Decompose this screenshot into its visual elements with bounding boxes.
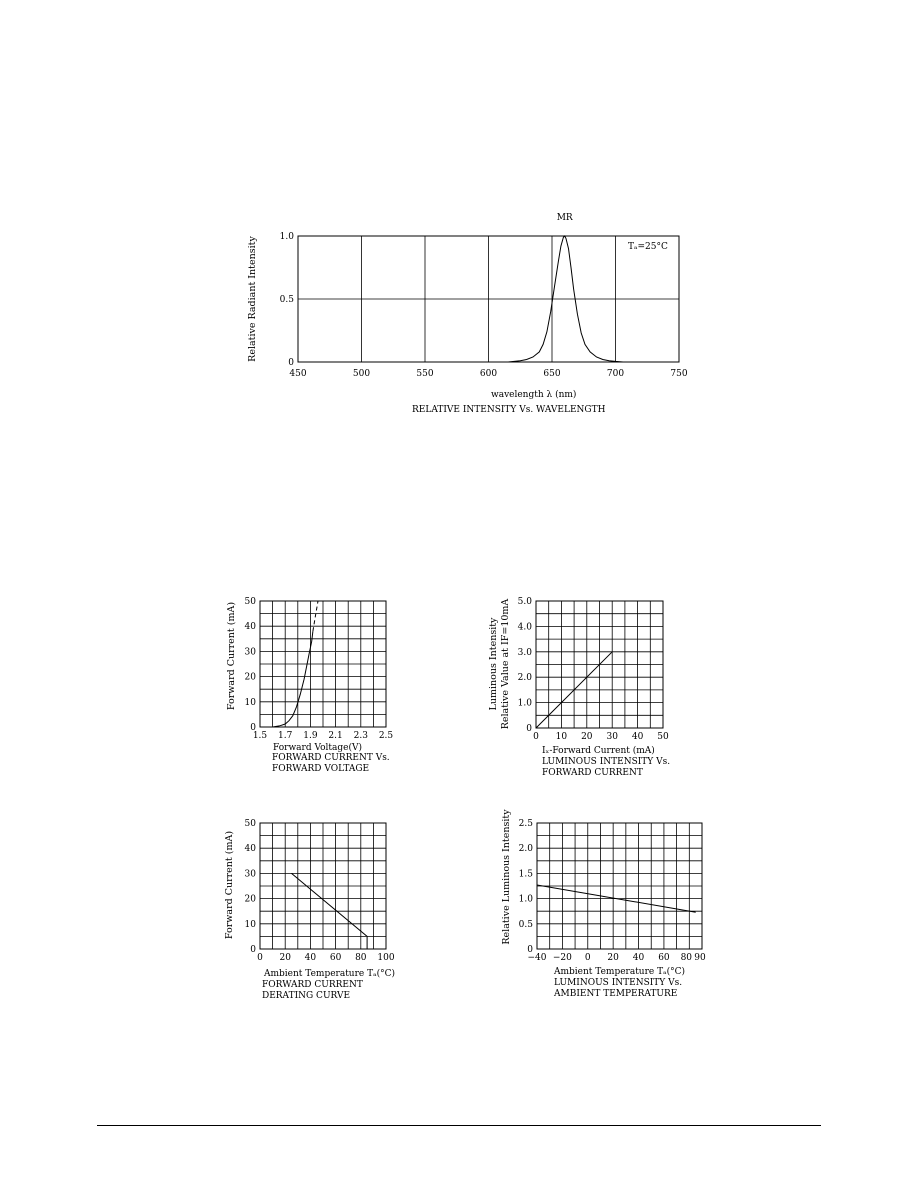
- x-tick-label: 50: [657, 732, 669, 742]
- chart-1: [247, 213, 688, 415]
- chart-caption: LUMINOUS INTENSITY Vs.: [542, 757, 671, 767]
- y-tick-label: 30: [244, 647, 256, 658]
- x-tick-label: 60: [329, 953, 342, 963]
- y-tick-label: 3.0: [517, 647, 532, 658]
- x-tick-label: 80: [680, 953, 693, 963]
- y-axis-label: Relative Value at IF=10mA: [500, 598, 511, 730]
- y-tick-label: 2.0: [517, 673, 532, 684]
- chart-caption: FORWARD CURRENT: [262, 980, 363, 990]
- y-axis-label: Luminous Intensity: [488, 617, 499, 711]
- y-tick-label: 0: [526, 724, 532, 734]
- x-tick-label: 2.3: [353, 731, 368, 741]
- y-tick-label: 0: [288, 358, 294, 368]
- chart-caption: DERATING CURVE: [262, 991, 351, 1001]
- y-axis-label: Forward Current (mA): [224, 830, 235, 940]
- temperature-annotation: Tₐ=25°C: [628, 242, 668, 252]
- y-tick-label: 0.5: [518, 919, 533, 930]
- chart-3: [488, 597, 670, 778]
- chart-4: [224, 819, 395, 1001]
- x-tick-label: 20: [607, 953, 619, 963]
- y-tick-label: 10: [244, 697, 256, 708]
- y-tick-label: 40: [244, 844, 256, 855]
- y-axis-label: Relative Luminous Intensity: [501, 809, 512, 945]
- x-tick-label: 40: [632, 953, 645, 963]
- series-line-2: [313, 601, 318, 631]
- y-axis-label: Relative Radiant Intensity: [247, 236, 258, 362]
- x-tick-label: 40: [304, 953, 317, 963]
- x-tick-label: 80: [355, 953, 367, 963]
- x-tick-label: 600: [479, 369, 498, 379]
- y-tick-label: 1.0: [279, 232, 294, 242]
- x-axis-label: Ambient Temperature Tₐ(°C): [264, 969, 395, 979]
- x-tick-label: −20: [552, 953, 572, 963]
- x-tick-label: 0: [584, 953, 591, 963]
- x-axis-label: wavelength λ (nm): [491, 390, 577, 400]
- chart-caption: FORWARD VOLTAGE: [272, 764, 370, 774]
- x-axis-label: Forward Voltage(V): [273, 743, 363, 753]
- x-tick-label: 100: [377, 953, 395, 963]
- x-tick-label: 30: [606, 732, 618, 742]
- chart-caption: RELATIVE INTENSITY Vs. WAVELENGTH: [412, 405, 606, 415]
- x-tick-label: 90: [694, 953, 706, 963]
- y-tick-label: 1.0: [518, 894, 533, 905]
- x-tick-label: 550: [416, 369, 434, 379]
- x-tick-label: 500: [352, 369, 371, 379]
- chart-5: [501, 809, 706, 999]
- x-axis-label: Ambient Temperature Tₐ(°C): [554, 967, 685, 977]
- x-tick-label: 750: [670, 369, 688, 379]
- y-tick-label: 1.0: [517, 698, 532, 709]
- x-tick-label: 0: [257, 953, 263, 963]
- x-tick-label: 700: [606, 369, 625, 379]
- y-tick-label: 40: [244, 622, 256, 633]
- x-tick-label: 60: [658, 953, 670, 963]
- x-tick-label: −40: [527, 953, 547, 963]
- x-tick-label: 2.5: [378, 731, 394, 741]
- y-tick-label: 4.0: [517, 622, 532, 633]
- x-axis-label: Iₓ-Forward Current (mA): [542, 746, 655, 756]
- y-tick-label: 20: [244, 672, 256, 683]
- y-tick-label: 10: [244, 919, 256, 930]
- y-tick-label: 0: [527, 945, 533, 955]
- x-tick-label: 1.7: [278, 731, 293, 741]
- x-tick-label: 10: [555, 732, 568, 742]
- y-tick-label: 30: [244, 869, 256, 880]
- chart-2: [226, 597, 393, 774]
- x-tick-label: 450: [289, 369, 307, 379]
- x-tick-label: 650: [543, 369, 561, 379]
- chart-title: MR: [556, 213, 573, 223]
- y-tick-label: 5.0: [517, 597, 532, 607]
- x-tick-label: 20: [279, 953, 291, 963]
- x-tick-label: 20: [581, 732, 593, 742]
- y-axis-label: Forward Current (mA): [226, 601, 237, 711]
- footer-rule: [97, 1125, 821, 1126]
- chart-caption: FORWARD CURRENT: [542, 768, 643, 778]
- x-tick-label: 2.1: [328, 731, 343, 741]
- x-tick-label: 0: [533, 732, 539, 742]
- y-tick-label: 0: [250, 945, 256, 955]
- chart-caption: LUMINOUS INTENSITY Vs.: [554, 978, 683, 988]
- y-tick-label: 50: [244, 597, 256, 607]
- y-tick-label: 0: [250, 723, 256, 733]
- y-tick-label: 2.0: [518, 844, 533, 855]
- series-line-1: [273, 631, 313, 727]
- y-tick-label: 0.5: [279, 295, 294, 305]
- chart-caption: FORWARD CURRENT Vs.: [272, 753, 390, 763]
- y-tick-label: 20: [244, 894, 256, 905]
- x-tick-label: 1.9: [303, 731, 318, 741]
- chart-caption: AMBIENT TEMPERATURE: [554, 989, 678, 999]
- x-tick-label: 1.5: [252, 731, 268, 741]
- y-tick-label: 1.5: [518, 869, 533, 880]
- y-tick-label: 2.5: [518, 819, 533, 829]
- x-tick-label: 40: [631, 732, 644, 742]
- y-tick-label: 50: [244, 819, 256, 829]
